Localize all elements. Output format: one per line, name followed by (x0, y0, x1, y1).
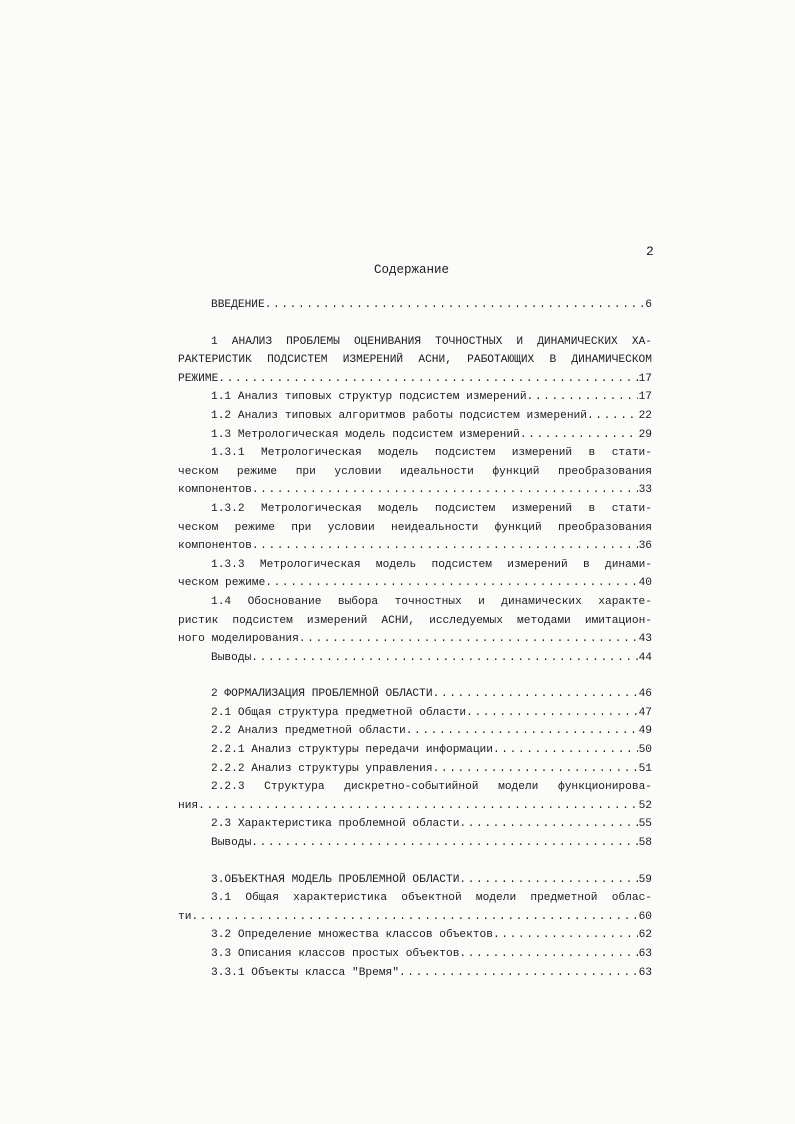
toc-entry-page: 50 (638, 744, 652, 757)
toc-entry-text: компонентов (178, 484, 252, 497)
toc-entry-3-3 (178, 945, 652, 964)
toc-entry-page: 44 (638, 651, 652, 664)
toc-entry-text: 3.3 Описания классов простых объектов (211, 948, 460, 960)
toc-entry-text: 1.3 Метрологическая модель подсистем измерений (211, 428, 520, 441)
toc-entry-text: 2 ФОРМАЛИЗАЦИЯ ПРОБЛЕМНОЙ ОБЛАСТИ (211, 688, 433, 701)
toc-entry-text: 2.2 Анализ предметной области (211, 725, 406, 738)
toc-entry-page: 17 (638, 391, 652, 404)
toc-entry-3-1-line1: 3.1 Общая характеристика объектной модели предметной облас- (211, 892, 652, 905)
toc-entry-2-1 (178, 704, 652, 723)
toc-entry-ch2 (178, 685, 652, 704)
toc-entry-text: 1.2 Анализ типовых алгоритмов работы подсистем измерений (211, 409, 587, 422)
toc-entry-ch3 (178, 871, 652, 890)
toc-entry-1-3-1-line2: ческом режиме при условии идеальности функций преобразования (178, 465, 652, 478)
toc-entry-page: 59 (638, 873, 652, 886)
toc-entry-2-2-1 (178, 741, 652, 760)
toc-entry-text: 2.2.1 Анализ структуры передачи информации (211, 744, 493, 757)
toc-entry-text: 2.3 Характеристика проблемной области (211, 818, 460, 831)
toc-entry-page: 52 (638, 799, 652, 812)
toc-entry-page: 60 (638, 910, 652, 923)
toc-entry-1-1 (178, 388, 652, 407)
toc-entry-page: 40 (638, 577, 652, 590)
toc-entry-1-4-line1: 1.4 Обоснование выбора точностных и динамических характе- (211, 595, 652, 608)
toc-entry-text: ти (178, 910, 192, 923)
toc-entry-1-3-2-line2: ческом режиме при условии неидеальности функций преобразования (178, 521, 652, 534)
toc-entry-1-3-2-line3 (178, 537, 652, 556)
toc-entry-1-3-1-line3 (178, 481, 652, 500)
page-number: 2 (646, 244, 654, 259)
toc-entry-text: ВВЕДЕНИЕ (211, 299, 265, 311)
toc-entry-conclusions-2 (178, 834, 652, 853)
toc-entry-page: 55 (638, 818, 652, 831)
toc-entry-text: 1.1 Анализ типовых структур подсистем измерений (211, 391, 527, 404)
toc-entry-text: 3.3.1 Объекты класса "Время" (211, 966, 399, 979)
toc-entry-text: РЕЖИМЕ (178, 372, 219, 385)
toc-entry-text: 2.2.2 Анализ структуры управления (211, 762, 433, 775)
toc-entry-page: 33 (638, 484, 652, 497)
toc-entry-1-4-line3 (178, 630, 652, 649)
toc-entry-page: 17 (638, 372, 652, 385)
toc-entry-1-3 (178, 426, 652, 445)
toc-entry-page: 58 (638, 837, 652, 850)
toc-entry-2-2-3-line2 (178, 797, 652, 816)
toc-entry-page: 62 (638, 929, 652, 942)
toc-entry-1-2 (178, 407, 652, 426)
toc-entry-ch1-line1: 1 АНАЛИЗ ПРОБЛЕМЫ ОЦЕНИВАНИЯ ТОЧНОСТНЫХ И ДИНАМИЧЕСКИХ ХА- (211, 335, 652, 348)
toc-entry-page: 43 (638, 633, 652, 646)
toc-entry-2-2-2 (178, 760, 652, 779)
toc-entry-page: 36 (638, 540, 652, 553)
toc-entry-page: 6 (645, 299, 652, 311)
toc-title: Содержание (374, 263, 450, 277)
toc-entry-page: 63 (638, 966, 652, 979)
toc-entry-2-2 (178, 722, 652, 741)
toc-entry-text: 3.ОБЪЕКТНАЯ МОДЕЛЬ ПРОБЛЕМНОЙ ОБЛАСТИ (211, 873, 460, 886)
toc-entry-3-1-line2 (178, 908, 652, 927)
toc-entry-conclusions-1 (178, 649, 652, 668)
toc-entry-intro (178, 296, 652, 315)
toc-entry-text: ного моделирования (178, 633, 299, 646)
toc-entry-2-2-3-line1: 2.2.3 Структура дискретно-событийной модели функционирова- (211, 781, 652, 794)
table-of-contents (178, 296, 652, 982)
toc-entry-1-4-line2: ристик подсистем измерений АСНИ, исследуемых методами имитацион- (178, 614, 652, 627)
toc-entry-page: 47 (638, 706, 652, 719)
toc-entry-page: 49 (638, 725, 652, 738)
toc-entry-page: 63 (638, 948, 652, 960)
toc-entry-text: Выводы (211, 837, 252, 850)
toc-entry-page: 29 (638, 428, 652, 441)
toc-entry-page: 22 (638, 409, 652, 422)
toc-entry-text: 2.1 Общая структура предметной области (211, 706, 467, 719)
toc-entry-text: ческом режиме (178, 577, 266, 590)
toc-entry-1-3-3-line1: 1.3.3 Метрологическая модель подсистем измерений в динами- (211, 558, 652, 571)
toc-entry-page: 51 (638, 762, 652, 775)
toc-entry-text: 3.2 Определение множества классов объектов (211, 929, 493, 942)
toc-entry-ch1-line2: РАКТЕРИСТИК ПОДСИСТЕМ ИЗМЕРЕНИЙ АСНИ, РАБОТАЮЩИХ В ДИНАМИЧЕСКОМ (178, 354, 652, 367)
toc-entry-1-3-3-line2 (178, 574, 652, 593)
toc-entry-2-3 (178, 815, 652, 834)
toc-entry-text: ния (178, 799, 199, 812)
toc-entry-3-2 (178, 926, 652, 945)
toc-entry-1-3-1-line1: 1.3.1 Метрологическая модель подсистем измерений в стати- (211, 447, 652, 460)
toc-entry-1-3-2-line1: 1.3.2 Метрологическая модель подсистем измерений в стати- (211, 502, 652, 515)
toc-entry-ch1-line3 (178, 370, 652, 389)
toc-entry-3-3-1 (178, 964, 652, 983)
toc-entry-text: компонентов (178, 540, 252, 553)
toc-entry-text: Выводы (211, 651, 252, 664)
toc-entry-page: 46 (638, 688, 652, 701)
